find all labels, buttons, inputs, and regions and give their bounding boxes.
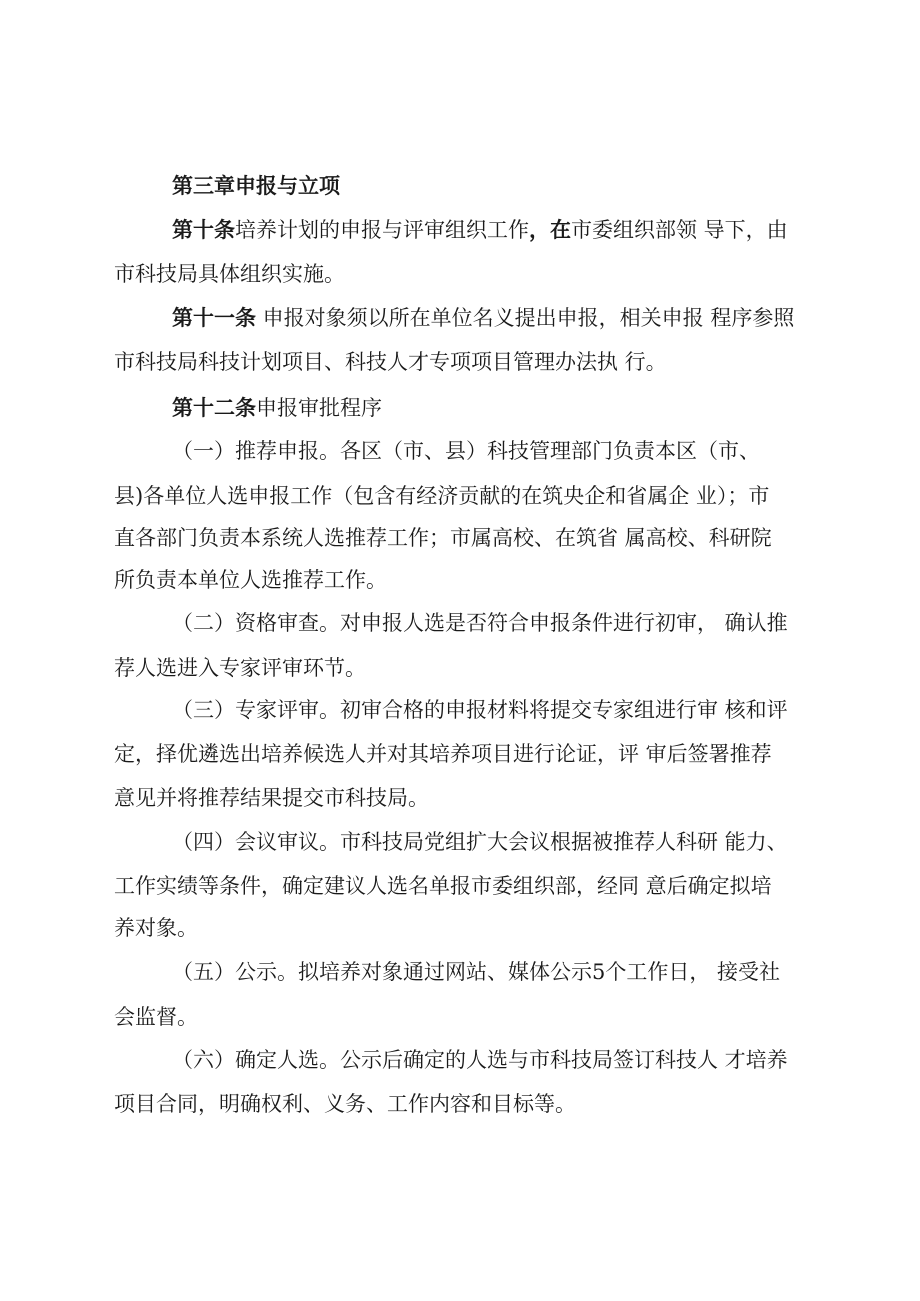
article-12-label: 第十二条 xyxy=(172,395,256,420)
item-3-line-2: 定，择优遴选出培养候选人并对其培养项目进行论证，评 审后签署推荐 xyxy=(114,742,772,766)
item-1-line-4: 所负责本单位人选推荐工作。 xyxy=(114,568,387,592)
article-11-line-2: 市科技局科技计划项目、科技人才专项项目管理办法执 行。 xyxy=(114,350,667,374)
article-12-text: 申报审批程序 xyxy=(256,396,382,420)
item-4-line-1: （四）会议审议。市科技局党组扩大会议根据被推荐人科研 能力、 xyxy=(172,830,788,854)
article-12-line xyxy=(172,394,382,422)
article-10-text-c: 市委组织部领 导下，由 xyxy=(571,218,788,242)
item-6-line-1: （六）确定人选。公示后确定的人选与市科技局签订科技人 才培养 xyxy=(172,1048,788,1072)
item-1-line-3: 直各部门负责本系统人选推荐工作；市属高校、在筑省 属高校、科研院 xyxy=(114,526,772,550)
article-11-label: 第十一条 xyxy=(172,305,256,330)
item-4-line-3: 养对象。 xyxy=(114,916,198,940)
chapter-heading: 第三章申报与立项 xyxy=(172,173,340,198)
item-3-line-1: （三）专家评审。初审合格的申报材料将提交专家组进行审 核和评 xyxy=(172,698,788,722)
article-10-line-2: 市科技局具体组织实施。 xyxy=(114,262,345,286)
item-6-line-2: 项目合同，明确权利、义务、工作内容和目标等。 xyxy=(114,1092,576,1116)
item-1-line-2: 县)各单位人选申报工作（包含有经济贡献的在筑央企和省属企 业）；市 xyxy=(114,484,770,508)
item-2-line-1: （二）资格审查。对申报人选是否符合申报条件进行初审， 确认推 xyxy=(172,611,788,635)
item-5-line-1: （五）公示。拟培养对象通过网站、媒体公示5个工作日， 接受社 xyxy=(172,960,781,984)
article-10-label: 第十条 xyxy=(172,217,235,242)
article-10-line-1 xyxy=(172,216,788,244)
item-3-line-3: 意见并将推荐结果提交市科技局。 xyxy=(114,786,429,810)
item-2-line-2: 荐人选进入专家评审环节。 xyxy=(114,656,366,680)
item-4-line-2: 工作实绩等条件，确定建议人选名单报市委组织部，经同 意后确定拟培 xyxy=(114,874,772,898)
item-5-line-2: 会监督。 xyxy=(114,1005,198,1029)
article-10-text-a: 培养计划的申报与评审组织工作 xyxy=(235,218,529,242)
item-1-line-1: （一）推荐申报。各区（市、县）科技管理部门负责本区（市、 xyxy=(172,439,760,463)
article-11-text: 申报对象须以所在单位名义提出申报，相关申报 程序参照 xyxy=(256,306,795,330)
article-11-line-1 xyxy=(172,304,794,332)
article-10-text-b: ，在 xyxy=(529,217,571,242)
